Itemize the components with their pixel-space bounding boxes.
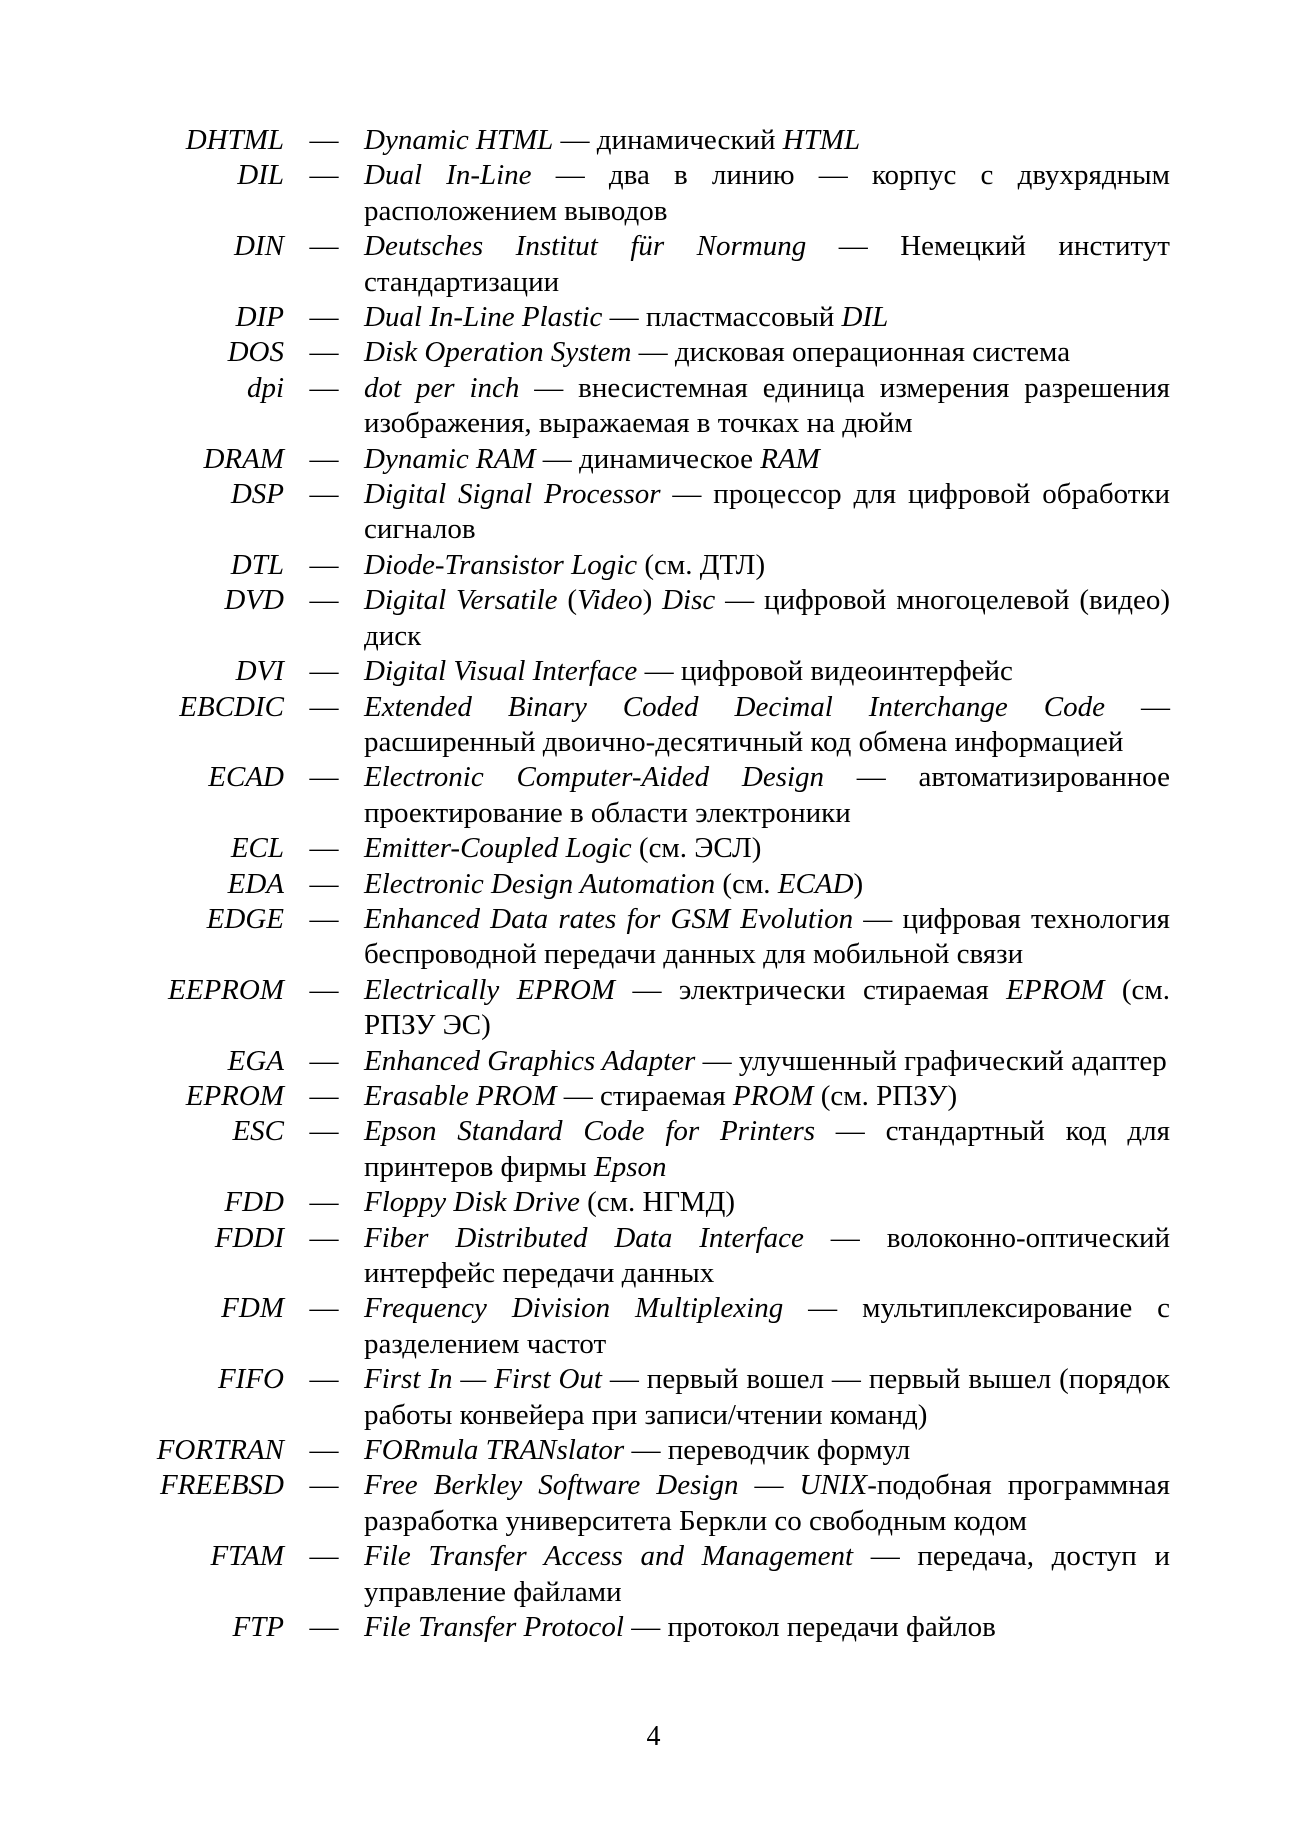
entry-definition xyxy=(364,123,1170,158)
glossary-entry xyxy=(130,1114,1170,1185)
definition-text: (см. РПЗУ) xyxy=(813,1079,958,1112)
definition-term: Dual In-Line xyxy=(364,159,532,192)
entry-dash: — xyxy=(309,655,339,688)
entry-definition xyxy=(364,1433,1170,1468)
entry-abbreviation: EBCDIC xyxy=(179,690,284,723)
entry-definition xyxy=(364,1362,1170,1433)
definition-term: PROM xyxy=(732,1079,814,1112)
entry-abbreviation: EPROM xyxy=(185,1079,284,1112)
entry-abbreviation: DTL xyxy=(230,548,284,581)
entry-definition xyxy=(364,902,1170,973)
entry-abbreviation: FDDI xyxy=(214,1221,284,1254)
entry-definition xyxy=(364,1468,1170,1539)
entry-dash: — xyxy=(309,690,339,723)
entry-definition xyxy=(364,1291,1170,1362)
entry-dash: — xyxy=(309,159,339,192)
definition-term: Dynamic RAM xyxy=(364,442,536,475)
glossary-entry xyxy=(130,1362,1170,1433)
glossary-entry xyxy=(130,690,1170,761)
glossary-entry xyxy=(130,760,1170,831)
entry-dash: — xyxy=(309,902,339,935)
definition-text: — первый вошел — первый вышел (порядок работы конвейера при записи/чтении команд) xyxy=(364,1363,1170,1431)
entry-dash: — xyxy=(309,371,339,404)
entry-dash: — xyxy=(309,867,339,900)
definition-text: — два в линию — корпус с двухрядным расположением выводов xyxy=(364,159,1170,227)
definition-term: Extended Binary Coded Decimal Interchange Code xyxy=(364,690,1105,723)
definition-text: — цифровой многоцелевой (видео) диск xyxy=(364,584,1170,652)
definition-text: (см. ДТЛ) xyxy=(637,548,766,581)
definition-term: ECAD xyxy=(777,867,854,900)
definition-text: — расширенный двоично-десятичный код обмена информацией xyxy=(364,690,1170,758)
entry-dash: — xyxy=(309,1186,339,1219)
definition-text: — внесистемная единица измерения разрешения изображения, выражаемая в точках на дюйм xyxy=(364,371,1170,440)
glossary-entry xyxy=(130,1079,1170,1114)
entry-definition xyxy=(364,583,1170,654)
entry-definition xyxy=(364,1539,1170,1610)
entry-dash: — xyxy=(309,1221,339,1254)
entry-abbreviation: ECL xyxy=(230,832,284,865)
glossary-entry xyxy=(130,831,1170,866)
glossary-entry xyxy=(130,300,1170,335)
entry-abbreviation: DOS xyxy=(227,336,284,369)
definition-text: — процессор для цифровой обработки сигналов xyxy=(364,478,1170,546)
entry-dash: — xyxy=(309,1292,339,1325)
entry-dash: — xyxy=(309,1469,339,1502)
entry-definition xyxy=(364,1610,1170,1645)
entry-definition xyxy=(364,973,1170,1044)
entry-abbreviation: ECAD xyxy=(208,761,284,794)
entry-dash: — xyxy=(309,1079,339,1112)
entry-abbreviation: DRAM xyxy=(203,442,284,475)
entry-abbreviation: DIN xyxy=(234,230,284,263)
definition-term: Digital Visual Interface xyxy=(364,655,638,688)
definition-text: — динамическое xyxy=(535,442,761,475)
entry-abbreviation: DSP xyxy=(230,478,284,511)
definition-text: ) xyxy=(642,584,663,617)
entry-dash: — xyxy=(309,973,339,1006)
glossary-entry xyxy=(130,548,1170,583)
glossary-entry xyxy=(130,1468,1170,1539)
entry-abbreviation: EGA xyxy=(227,1044,284,1077)
entry-dash: — xyxy=(309,548,339,581)
definition-term: First In — First Out xyxy=(364,1363,602,1396)
definition-term: Emitter-Coupled Logic xyxy=(364,832,632,865)
definition-text: — дисковая операционная система xyxy=(631,336,1071,369)
entry-dash: — xyxy=(309,336,339,369)
glossary-entry xyxy=(130,654,1170,689)
definition-term: Enhanced Graphics Adapter xyxy=(364,1044,696,1077)
entry-dash: — xyxy=(309,478,339,511)
entry-abbreviation: FORTRAN xyxy=(156,1434,284,1467)
entry-definition xyxy=(364,831,1170,866)
definition-text: — цифровая технология беспроводной передачи данных для мобильной связи xyxy=(364,902,1170,971)
entry-definition xyxy=(364,335,1170,370)
entry-definition xyxy=(364,690,1170,761)
entry-abbreviation: dpi xyxy=(246,371,284,404)
definition-term: Disc xyxy=(662,584,716,617)
definition-text: — стираемая xyxy=(556,1079,733,1112)
definition-term: Electrically EPROM xyxy=(364,973,615,1006)
glossary-entry xyxy=(130,1433,1170,1468)
definition-term: Disk Operation System xyxy=(364,336,632,369)
entry-definition xyxy=(364,1221,1170,1292)
definition-term: Dual In-Line Plastic xyxy=(364,301,603,334)
entry-abbreviation: DIP xyxy=(235,301,284,334)
entry-definition xyxy=(364,477,1170,548)
entry-abbreviation: DIL xyxy=(237,159,284,192)
definition-term: Frequency Division Multiplexing xyxy=(364,1292,784,1325)
entry-abbreviation: FTAM xyxy=(210,1540,284,1573)
glossary-entry xyxy=(130,1044,1170,1079)
definition-text: — переводчик формул xyxy=(624,1434,911,1467)
entry-abbreviation: FIFO xyxy=(217,1363,284,1396)
entry-dash: — xyxy=(309,230,339,263)
glossary-entry xyxy=(130,583,1170,654)
entry-dash: — xyxy=(309,761,339,794)
definition-text: — стандартный код для принтеров фирмы xyxy=(364,1115,1170,1183)
definition-text: — пластмассовый xyxy=(602,301,842,334)
entry-abbreviation: FDD xyxy=(224,1186,284,1219)
glossary-entry xyxy=(130,867,1170,902)
page-number: 4 xyxy=(646,1721,661,1752)
definition-term: FORmula TRANslator xyxy=(364,1434,625,1467)
definition-term: Epson Standard Code for Printers xyxy=(364,1115,816,1148)
definition-text: — автоматизированное проектирование в области электроники xyxy=(364,761,1170,829)
glossary-entry xyxy=(130,902,1170,973)
definition-term: Epson xyxy=(594,1150,667,1183)
definition-term: Deutsches Institut für Normung xyxy=(364,230,807,263)
glossary-entry xyxy=(130,335,1170,370)
definition-term: RAM xyxy=(760,442,820,475)
definition-text: — электрически стираемая xyxy=(614,973,1007,1006)
definition-text: (см. ЭСЛ) xyxy=(631,832,762,865)
definition-text: — улучшенный графический адаптер xyxy=(695,1044,1167,1077)
entry-dash: — xyxy=(309,442,339,475)
definition-term: Enhanced Data rates for GSM Evolution xyxy=(364,902,854,935)
entry-dash: — xyxy=(309,124,339,156)
definition-term: Video xyxy=(577,584,643,617)
entry-definition xyxy=(364,548,1170,583)
entry-dash: — xyxy=(309,1540,339,1573)
entry-dash: — xyxy=(309,1611,339,1644)
entry-abbreviation: DVD xyxy=(224,584,284,617)
definition-text: — цифровой видеоинтерфейс xyxy=(637,655,1013,688)
definition-term: dot per inch xyxy=(364,371,520,404)
entry-dash: — xyxy=(309,832,339,865)
entry-definition xyxy=(364,158,1170,229)
glossary-entry xyxy=(130,158,1170,229)
entry-dash: — xyxy=(309,584,339,617)
entry-definition xyxy=(364,654,1170,689)
definition-term: Diode-Transistor Logic xyxy=(364,548,638,581)
entry-dash: — xyxy=(309,1115,339,1148)
definition-text: — протокол передачи файлов xyxy=(623,1611,996,1644)
entry-abbreviation: FDM xyxy=(221,1292,284,1325)
definition-text: — волоконно-оптический интерфейс передачи данных xyxy=(364,1221,1170,1289)
entry-abbreviation: EEPROM xyxy=(168,973,284,1006)
glossary-entry xyxy=(130,1185,1170,1220)
entry-abbreviation: DVI xyxy=(235,655,284,688)
entry-definition xyxy=(364,1079,1170,1114)
entry-definition xyxy=(364,300,1170,335)
entry-definition xyxy=(364,229,1170,300)
definition-text: — Немецкий институт стандартизации xyxy=(364,230,1170,298)
definition-term: EPROM xyxy=(1006,973,1105,1006)
definition-term: Floppy Disk Drive xyxy=(364,1186,580,1219)
definition-text: (см. xyxy=(715,867,778,900)
definition-text: — мультиплексирование с разделением частот xyxy=(364,1292,1171,1360)
definition-text: (см. РПЗУ ЭС) xyxy=(364,973,1171,1042)
entry-abbreviation: EDA xyxy=(227,867,284,900)
definition-term: Digital Versatile xyxy=(364,584,558,617)
glossary-entry xyxy=(130,1221,1170,1292)
entry-dash: — xyxy=(309,1363,339,1396)
definition-term: Electronic Design Automation xyxy=(364,867,716,900)
definition-term: File Transfer Protocol xyxy=(364,1611,624,1644)
definition-text: — передача, доступ и управление файлами xyxy=(364,1540,1170,1608)
entry-abbreviation: FREEBSD xyxy=(159,1469,284,1502)
glossary-entry xyxy=(130,442,1170,477)
entry-abbreviation: EDGE xyxy=(206,902,284,935)
glossary-entry xyxy=(130,477,1170,548)
glossary-entry xyxy=(130,371,1170,442)
definition-term: Fiber Distributed Data Interface xyxy=(364,1221,804,1254)
definition-term: Erasable PROM xyxy=(364,1079,557,1112)
glossary-entry xyxy=(130,1291,1170,1362)
entry-dash: — xyxy=(309,1434,339,1467)
glossary-entry xyxy=(130,123,1170,158)
definition-term: UNIX xyxy=(799,1469,868,1502)
entry-abbreviation: ESC xyxy=(232,1115,284,1148)
entry-dash: — xyxy=(309,301,339,334)
entry-definition xyxy=(364,1044,1170,1079)
definition-text: — динамический xyxy=(553,124,783,156)
definition-text: -подобная программная разработка университета Беркли со свободным кодом xyxy=(364,1469,1171,1537)
entry-definition xyxy=(364,760,1170,831)
glossary-entry xyxy=(130,229,1170,300)
definition-text: ( xyxy=(557,584,578,617)
entry-definition xyxy=(364,1114,1170,1185)
glossary-entry xyxy=(130,973,1170,1044)
definition-text: ) xyxy=(853,867,864,900)
abbreviation-glossary xyxy=(130,123,1170,1645)
entry-definition xyxy=(364,867,1170,902)
definition-text: — xyxy=(738,1469,800,1502)
definition-term: File Transfer Access and Management xyxy=(364,1540,854,1573)
entry-abbreviation: FTP xyxy=(232,1611,284,1644)
definition-term: Free Berkley Software Design xyxy=(364,1469,739,1502)
glossary-entry xyxy=(130,1539,1170,1610)
definition-term: Dynamic HTML xyxy=(364,124,554,156)
entry-abbreviation: DHTML xyxy=(185,124,284,156)
entry-dash: — xyxy=(309,1044,339,1077)
glossary-entry xyxy=(130,1610,1170,1645)
definition-term: HTML xyxy=(782,124,861,156)
entry-definition xyxy=(364,1185,1170,1220)
definition-term: Electronic Computer-Aided Design xyxy=(364,761,825,794)
definition-term: DIL xyxy=(841,301,889,334)
definition-term: Digital Signal Processor xyxy=(364,478,661,511)
entry-definition xyxy=(364,442,1170,477)
entry-definition xyxy=(364,371,1170,442)
definition-text: (см. НГМД) xyxy=(579,1186,736,1219)
